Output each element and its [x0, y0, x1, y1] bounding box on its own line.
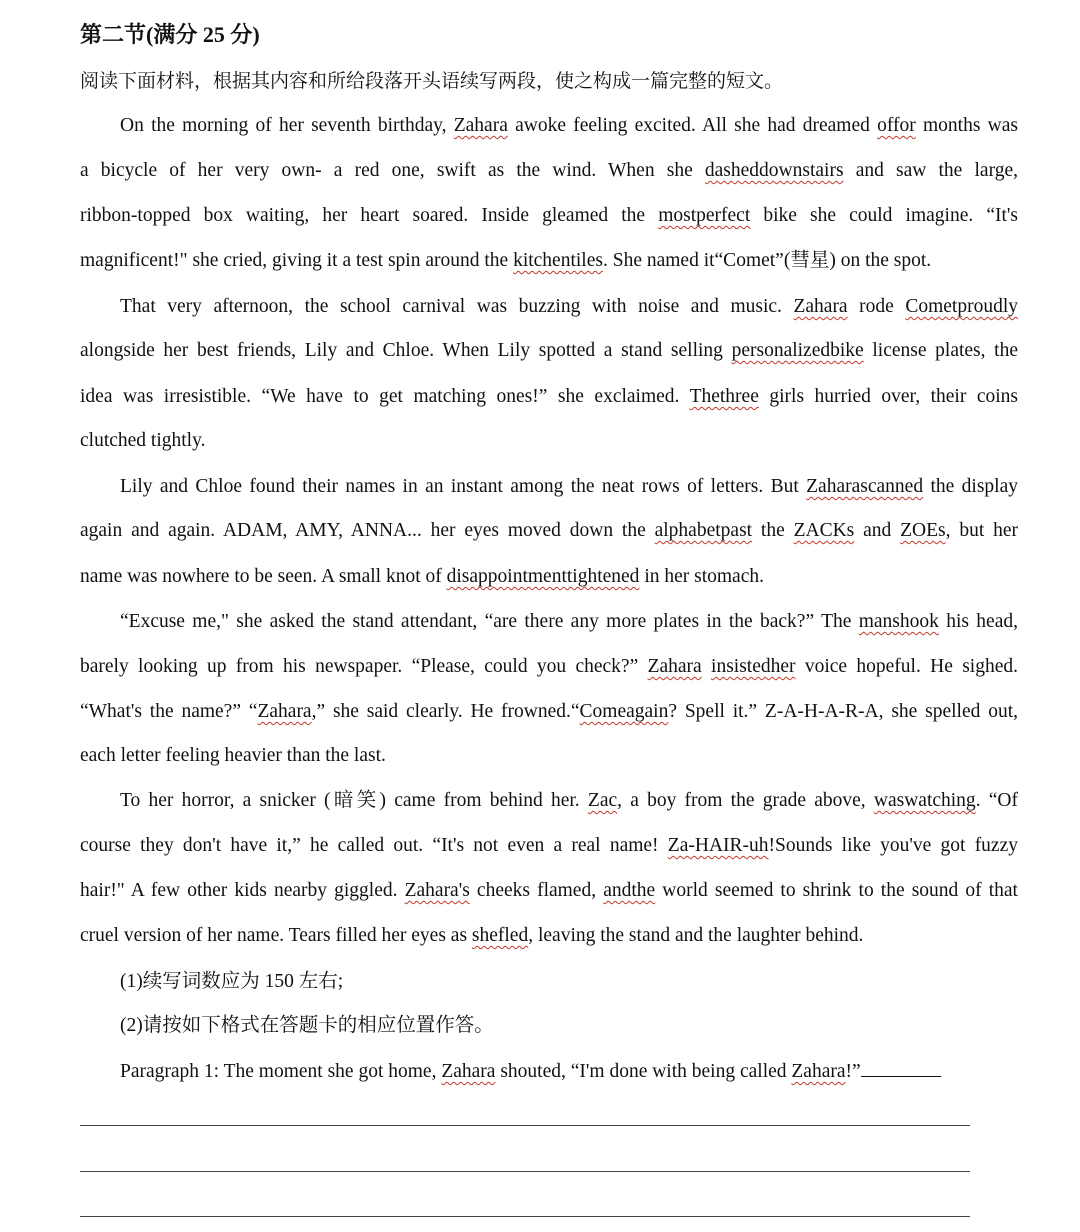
p2-line2: alongside her best friends, Lily and Chloe. When Lily spotted a stand selling personalizedbike license plates, the	[80, 340, 1018, 361]
answer-blank-inline[interactable]	[861, 1058, 941, 1077]
requirement-word-count: (1)续写词数应为 150 左右;	[120, 971, 344, 992]
p3-line2: again and again. ADAM, AMY, ANNA... her eyes moved down the alphabetpast the ZACKs and ZOEs, but her	[80, 520, 1019, 541]
answer-line[interactable]	[80, 1216, 970, 1217]
section-title: 第二节(满分 25 分)	[80, 22, 260, 47]
p5-line4: cruel version of her name. Tears filled her eyes as shefled, leaving the stand and the laughter behind.	[80, 925, 864, 946]
p5-line1: To her horror, a snicker (暗笑) came from behind her. Zac, a boy from the grade above, waswatching. “Of	[120, 790, 1019, 811]
p2-line3: idea was irresistible. “We have to get matching ones!” she exclaimed. Thethree girls hurried over, their coins	[80, 386, 1019, 407]
p2-line4: clutched tightly.	[80, 430, 206, 451]
p2-line1: That very afternoon, the school carnival was buzzing with noise and music. Zahara rode Cometproudly	[120, 296, 1018, 317]
p3-line1: Lily and Chloe found their names in an instant among the neat rows of letters. But Zaharascanned the display	[120, 476, 1018, 497]
p4-line1: “Excuse me," she asked the stand attendant, “are there any more plates in the back?” The manshook his head,	[120, 611, 1018, 632]
p4-line2: barely looking up from his newspaper. “Please, could you check?” Zahara insistedher voice hopeful. He sighed.	[80, 656, 1019, 677]
answer-line[interactable]	[80, 1125, 970, 1126]
p4-line3: “What's the name?” “Zahara,” she said clearly. He frowned.“Comeagain? Spell it.” Z-A-H-A-R-A, she spelled out,	[80, 701, 1018, 722]
p4-line4: each letter feeling heavier than the last.	[80, 745, 386, 766]
p3-line3: name was nowhere to be seen. A small knot of disappointmenttightened in her stomach.	[80, 566, 764, 587]
p1-line3: ribbon-topped box waiting, her heart soared. Inside gleamed the mostperfect bike she could imagine. “It's	[80, 205, 1018, 226]
p1-line4: magnificent!" she cried, giving it a test spin around the kitchentiles. She named it“Comet”(彗星) on the spot.	[80, 250, 932, 271]
instruction-text: 阅读下面材料，根据其内容和所给段落开头语续写两段，使之构成一篇完整的短文。	[80, 71, 784, 92]
p5-line3: hair!" A few other kids nearby giggled. Zahara's cheeks flamed, andthe world seemed to shrink to the sound of that	[80, 880, 1018, 901]
p1-line2: a bicycle of her very own- a red one, swift as the wind. When she dasheddownstairs and saw the large,	[80, 160, 1018, 181]
p1-line1: On the morning of her seventh birthday, Zahara awoke feeling excited. All she had dreamed offor months was	[120, 115, 1018, 136]
requirement-format: (2)请按如下格式在答题卡的相应位置作答。	[120, 1015, 494, 1036]
paragraph1-prompt: Paragraph 1: The moment she got home, Zahara shouted, “I'm done with being called Zahara!”	[120, 1058, 1018, 1086]
p5-line2: course they don't have it,” he called out. “It's not even a real name! Za-HAIR-uh!Sounds like you've got fuzzy	[80, 835, 1018, 856]
answer-line[interactable]	[80, 1171, 970, 1172]
